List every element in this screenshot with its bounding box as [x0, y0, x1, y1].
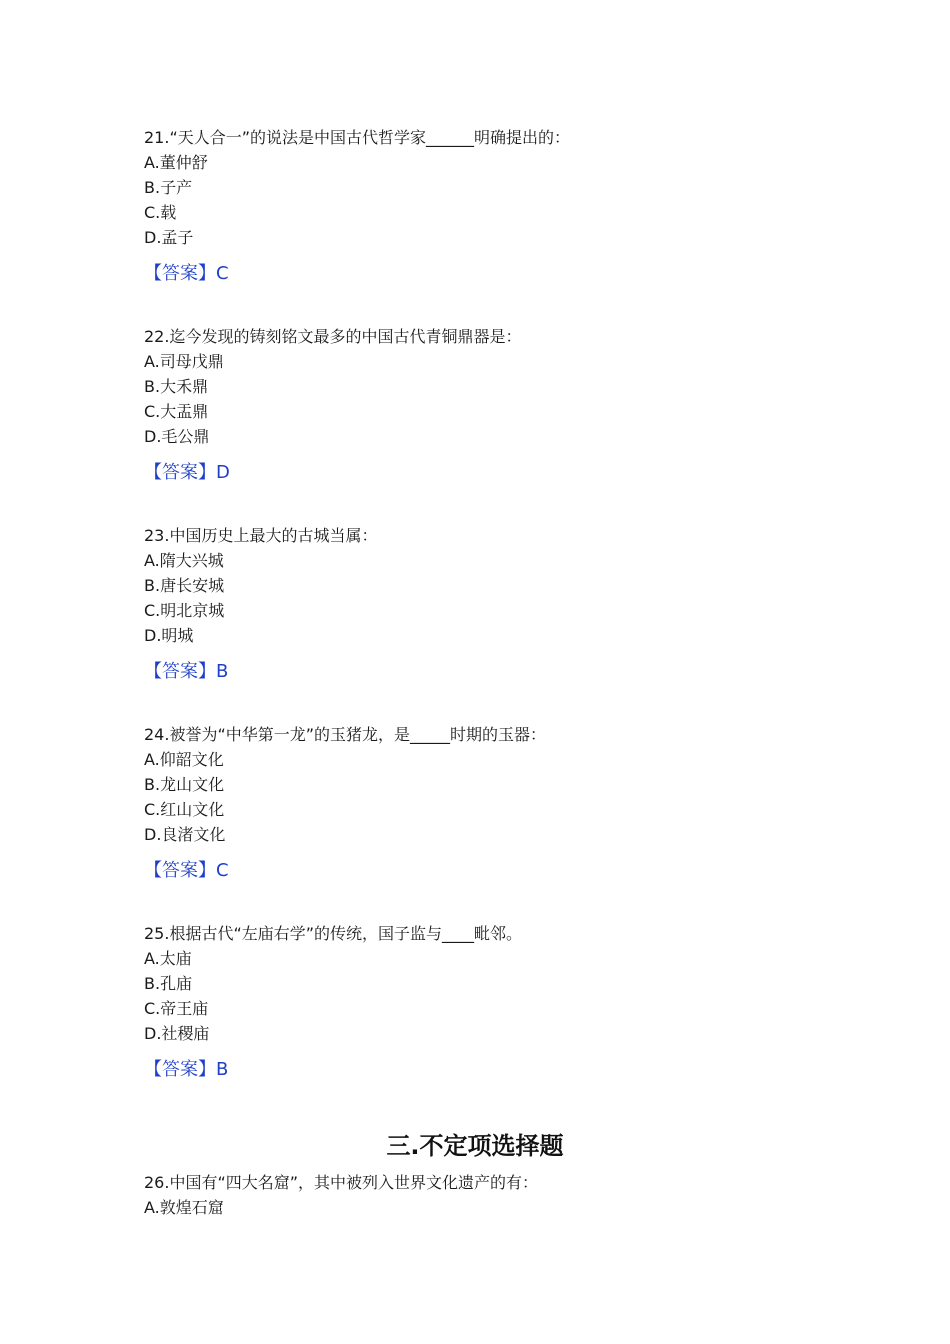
- question-23: [144, 523, 824, 685]
- option-a: A.董仲舒: [144, 153, 208, 172]
- option-b: B.子产: [144, 178, 193, 197]
- option-a: A.司母戊鼎: [144, 352, 224, 371]
- section-heading: 三.不定项选择题: [386, 1132, 564, 1160]
- answer-label: 【答案】B: [144, 1059, 229, 1080]
- question-text: 21.“天人合一”的说法是中国古代哲学家______明确提出的：: [144, 128, 571, 147]
- question-24: [144, 722, 824, 884]
- option-c: C.红山文化: [144, 800, 225, 819]
- option-c: C.载: [144, 203, 177, 222]
- question-text: 26.中国有“四大名窟”，其中被列入世界文化遗产的有：: [144, 1173, 539, 1192]
- option-b: B.孔庙: [144, 974, 193, 993]
- option-c: C.明北京城: [144, 601, 225, 620]
- option-a: A.太庙: [144, 949, 192, 968]
- option-b: B.唐长安城: [144, 576, 225, 595]
- answer-label: 【答案】C: [144, 860, 229, 881]
- question-text: 23.中国历史上最大的古城当属：: [144, 526, 378, 545]
- option-d: D.孟子: [144, 228, 194, 247]
- option-b: B.龙山文化: [144, 775, 225, 794]
- answer-label: 【答案】B: [144, 661, 229, 682]
- answer-label: 【答案】D: [144, 462, 230, 483]
- question-26: [144, 1170, 824, 1220]
- question-text: 22.迄今发现的铸刻铭文最多的中国古代青铜鼎器是：: [144, 327, 522, 346]
- question-text: 25.根据古代“左庙右学”的传统，国子监与____毗邻。: [144, 924, 523, 943]
- option-b: B.大禾鼎: [144, 377, 209, 396]
- option-d: D.明城: [144, 626, 194, 645]
- option-d: D.社稷庙: [144, 1024, 210, 1043]
- option-d: D.毛公鼎: [144, 427, 210, 446]
- option-c: C.帝王庙: [144, 999, 209, 1018]
- option-d: D.良渚文化: [144, 825, 226, 844]
- option-a: A.隋大兴城: [144, 551, 224, 570]
- option-c: C.大盂鼎: [144, 402, 209, 421]
- option-a: A.仰韶文化: [144, 750, 224, 769]
- question-21: [144, 125, 824, 287]
- question-25: [144, 921, 824, 1083]
- answer-label: 【答案】C: [144, 263, 229, 284]
- option-a: A.敦煌石窟: [144, 1198, 224, 1217]
- question-22: [144, 324, 824, 486]
- question-text: 24.被誉为“中华第一龙”的玉猪龙，是_____时期的玉器：: [144, 725, 547, 744]
